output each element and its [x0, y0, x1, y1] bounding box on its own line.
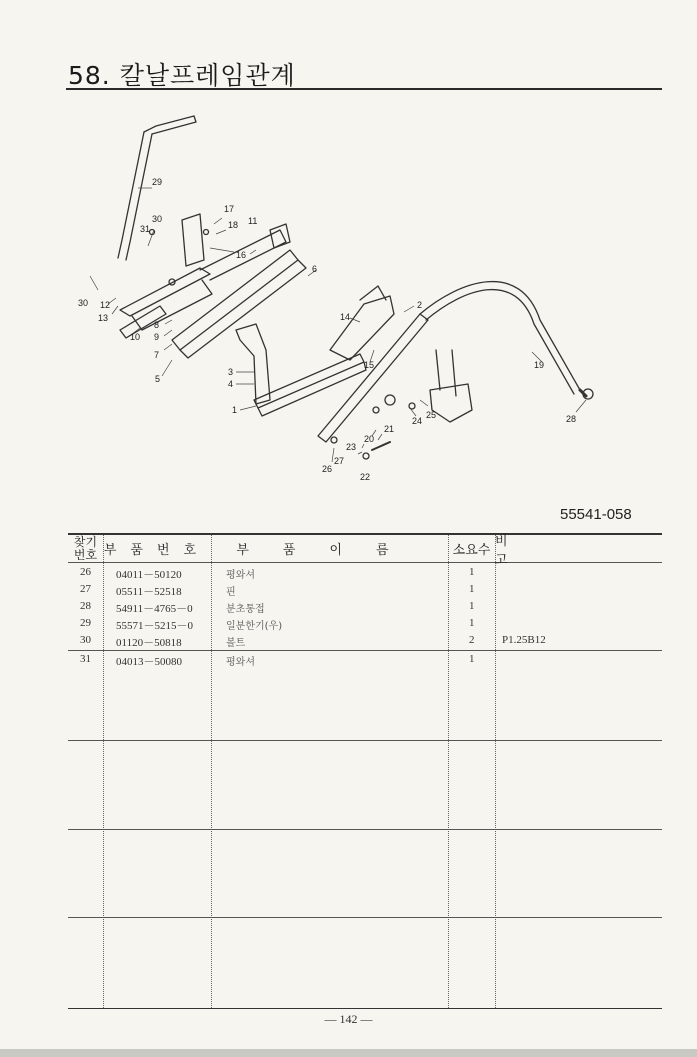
cell-part-no: 05511－52518	[116, 586, 182, 598]
label-7: 7	[154, 350, 160, 360]
row-rule	[68, 829, 662, 830]
cell-no: 26	[80, 566, 91, 578]
label-23: 23	[346, 442, 357, 452]
label-10: 10	[130, 332, 141, 342]
cell-part-no: 01120－50818	[116, 637, 182, 649]
col-sep	[495, 535, 496, 1008]
label-21: 21	[384, 424, 395, 434]
label-30a: 30	[152, 214, 163, 224]
label-24: 24	[412, 416, 423, 426]
label-15: 15	[364, 360, 375, 370]
label-2: 2	[417, 300, 423, 310]
label-17: 17	[224, 204, 235, 214]
row-rule	[68, 917, 662, 918]
col-sep	[448, 535, 449, 1008]
cell-name: 핀	[226, 587, 236, 598]
title-rule	[66, 88, 662, 90]
label-11: 11	[248, 216, 258, 226]
cell-part-no: 54911－4765－0	[116, 603, 193, 615]
label-16: 16	[236, 250, 247, 260]
col-sep	[103, 535, 104, 1008]
label-31: 31	[140, 224, 151, 234]
label-3: 3	[228, 367, 234, 377]
cell-part-no: 04011－50120	[116, 569, 182, 581]
cell-remarks: P1.25B12	[502, 634, 546, 646]
cell-qty: 1	[469, 653, 475, 665]
label-13: 13	[98, 313, 109, 323]
label-22: 22	[360, 472, 371, 480]
row-rule	[68, 650, 662, 651]
row-rule	[68, 740, 662, 741]
cell-qty: 1	[469, 600, 475, 612]
cell-qty: 1	[469, 617, 475, 629]
parts-table	[68, 533, 662, 1009]
label-5: 5	[155, 374, 161, 384]
cell-name: 일분한기(우)	[226, 621, 283, 632]
label-1: 1	[232, 405, 238, 415]
label-9: 9	[154, 332, 160, 342]
cell-no: 30	[80, 634, 91, 646]
label-6: 6	[312, 264, 318, 274]
header-part-name: 부품이름	[236, 543, 423, 558]
label-20: 20	[364, 434, 375, 444]
scan-edge	[0, 1049, 697, 1057]
label-4: 4	[228, 379, 234, 389]
header-find-no: 찾기 번호	[73, 534, 98, 562]
parts-diagram	[60, 100, 620, 480]
cell-name: 평와셔	[226, 570, 255, 581]
label-18: 18	[228, 220, 239, 230]
label-27: 27	[334, 456, 345, 466]
col-sep	[211, 535, 212, 1008]
cell-name: 볼트	[226, 638, 246, 649]
label-14: 14	[340, 312, 351, 322]
cell-part-no: 04013－50080	[116, 656, 182, 668]
label-19: 19	[534, 360, 545, 370]
cell-name: 분초통접	[226, 604, 265, 615]
label-12: 12	[100, 300, 111, 310]
label-8: 8	[154, 320, 160, 330]
cell-no: 31	[80, 653, 91, 665]
label-28: 28	[566, 414, 577, 424]
header-remarks: 비고	[495, 533, 588, 568]
cell-no: 28	[80, 600, 91, 612]
page-number: — 142 —	[324, 1012, 373, 1026]
cell-no: 29	[80, 617, 91, 629]
cell-part-no: 55571－5215－0	[116, 620, 193, 632]
label-25: 25	[426, 410, 437, 420]
label-26: 26	[322, 464, 333, 474]
label-30b: 30	[78, 298, 89, 308]
cell-qty: 2	[469, 634, 475, 646]
page-title: 58. 칼날프레임관계	[68, 61, 296, 90]
diagram-code: 55541-058	[560, 506, 632, 523]
header-part-no: 부품번호	[103, 543, 211, 558]
cell-qty: 1	[469, 566, 475, 578]
label-29: 29	[152, 177, 163, 187]
cell-no: 27	[80, 583, 91, 595]
header-qty: 소요수	[452, 543, 491, 558]
cell-qty: 1	[469, 583, 475, 595]
cell-name: 평와셔	[226, 657, 255, 668]
